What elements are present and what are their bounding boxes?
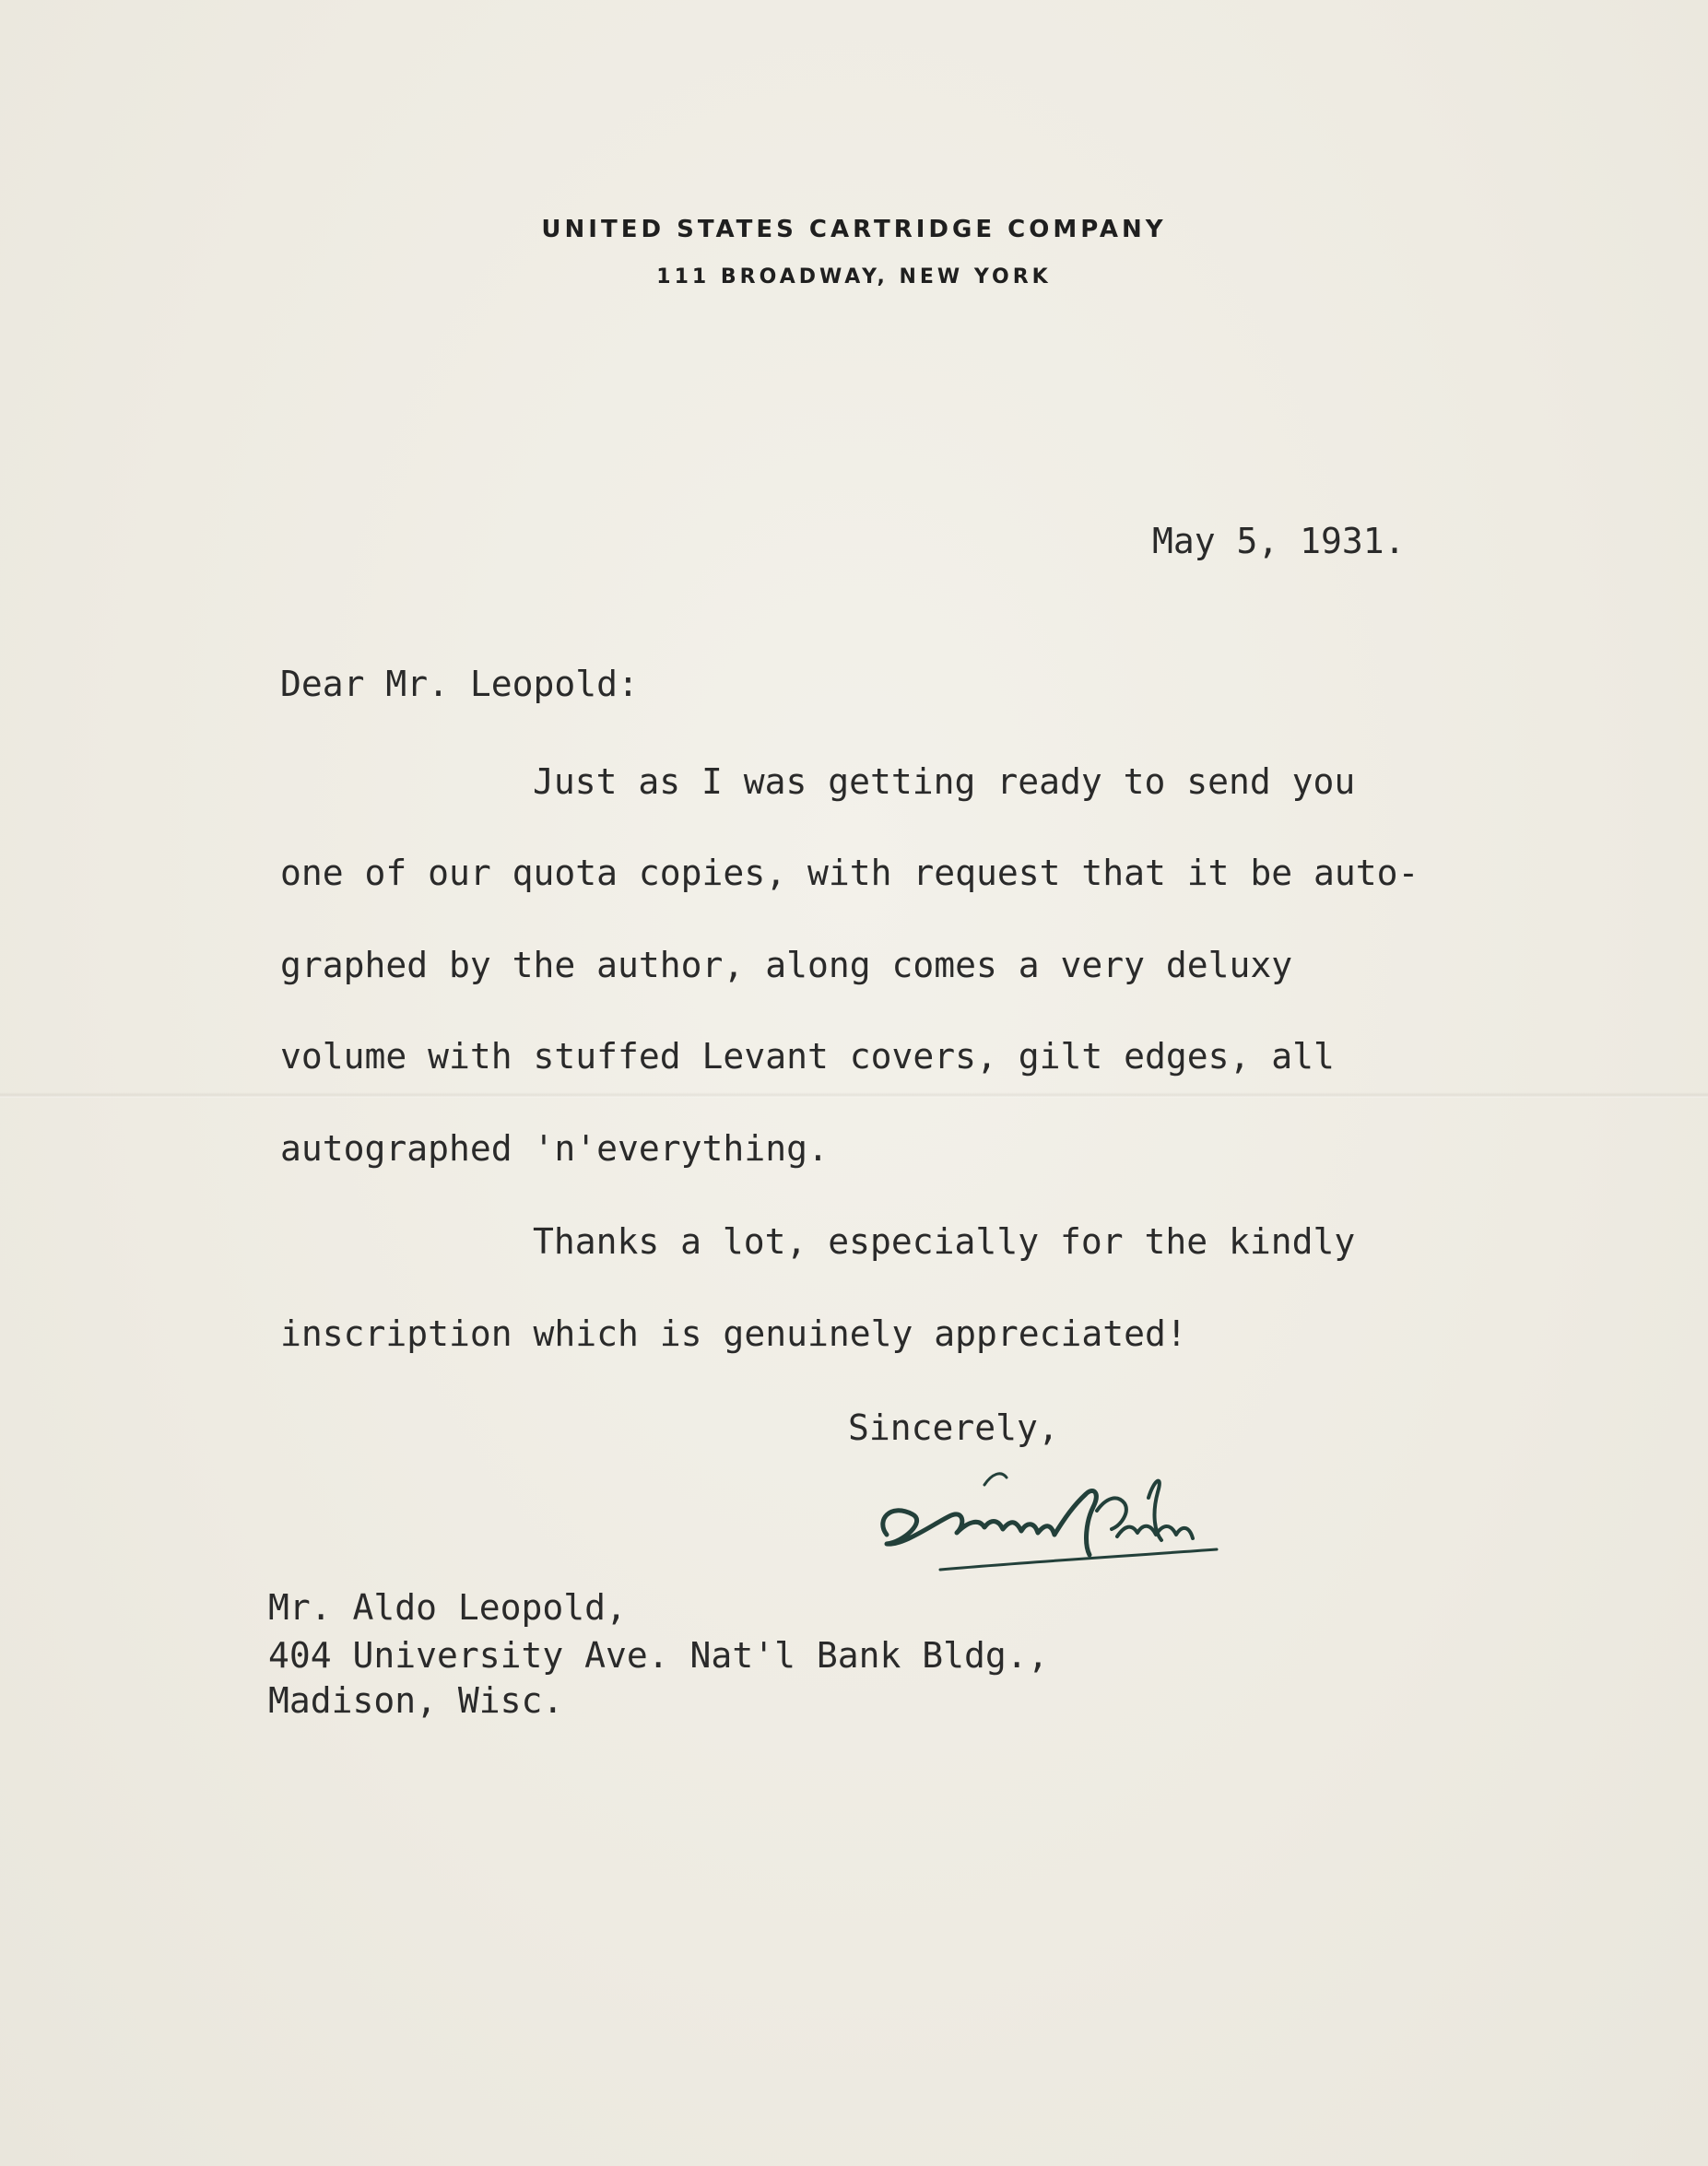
- closing: Sincerely,: [848, 1407, 1059, 1448]
- body-line: autographed 'n'everything.: [280, 1128, 829, 1169]
- paper-fold-line: [0, 1092, 1708, 1098]
- letterhead-company: UNITED STATES CARTRIDGE COMPANY: [541, 216, 1167, 243]
- handwritten-signature: [876, 1433, 1235, 1590]
- body-line: Thanks a lot, especially for the kindly: [533, 1221, 1356, 1262]
- letter-date: May 5, 1931.: [1152, 521, 1406, 561]
- salutation: Dear Mr. Leopold:: [280, 664, 639, 704]
- body-line: one of our quota copies, with request that it be auto-: [280, 853, 1419, 893]
- letterhead-address: 111 BROADWAY, NEW YORK: [656, 265, 1052, 288]
- recipient-city: Madison, Wisc.: [268, 1680, 564, 1721]
- body-line: Just as I was getting ready to send you: [533, 761, 1356, 802]
- body-line: volume with stuffed Levant covers, gilt edges, all: [280, 1036, 1335, 1077]
- body-line: graphed by the author, along comes a very deluxy: [280, 945, 1293, 985]
- body-line: inscription which is genuinely appreciated!: [280, 1313, 1187, 1354]
- recipient-name: Mr. Aldo Leopold,: [268, 1587, 627, 1628]
- recipient-street: 404 University Ave. Nat'l Bank Bldg.,: [268, 1635, 1049, 1676]
